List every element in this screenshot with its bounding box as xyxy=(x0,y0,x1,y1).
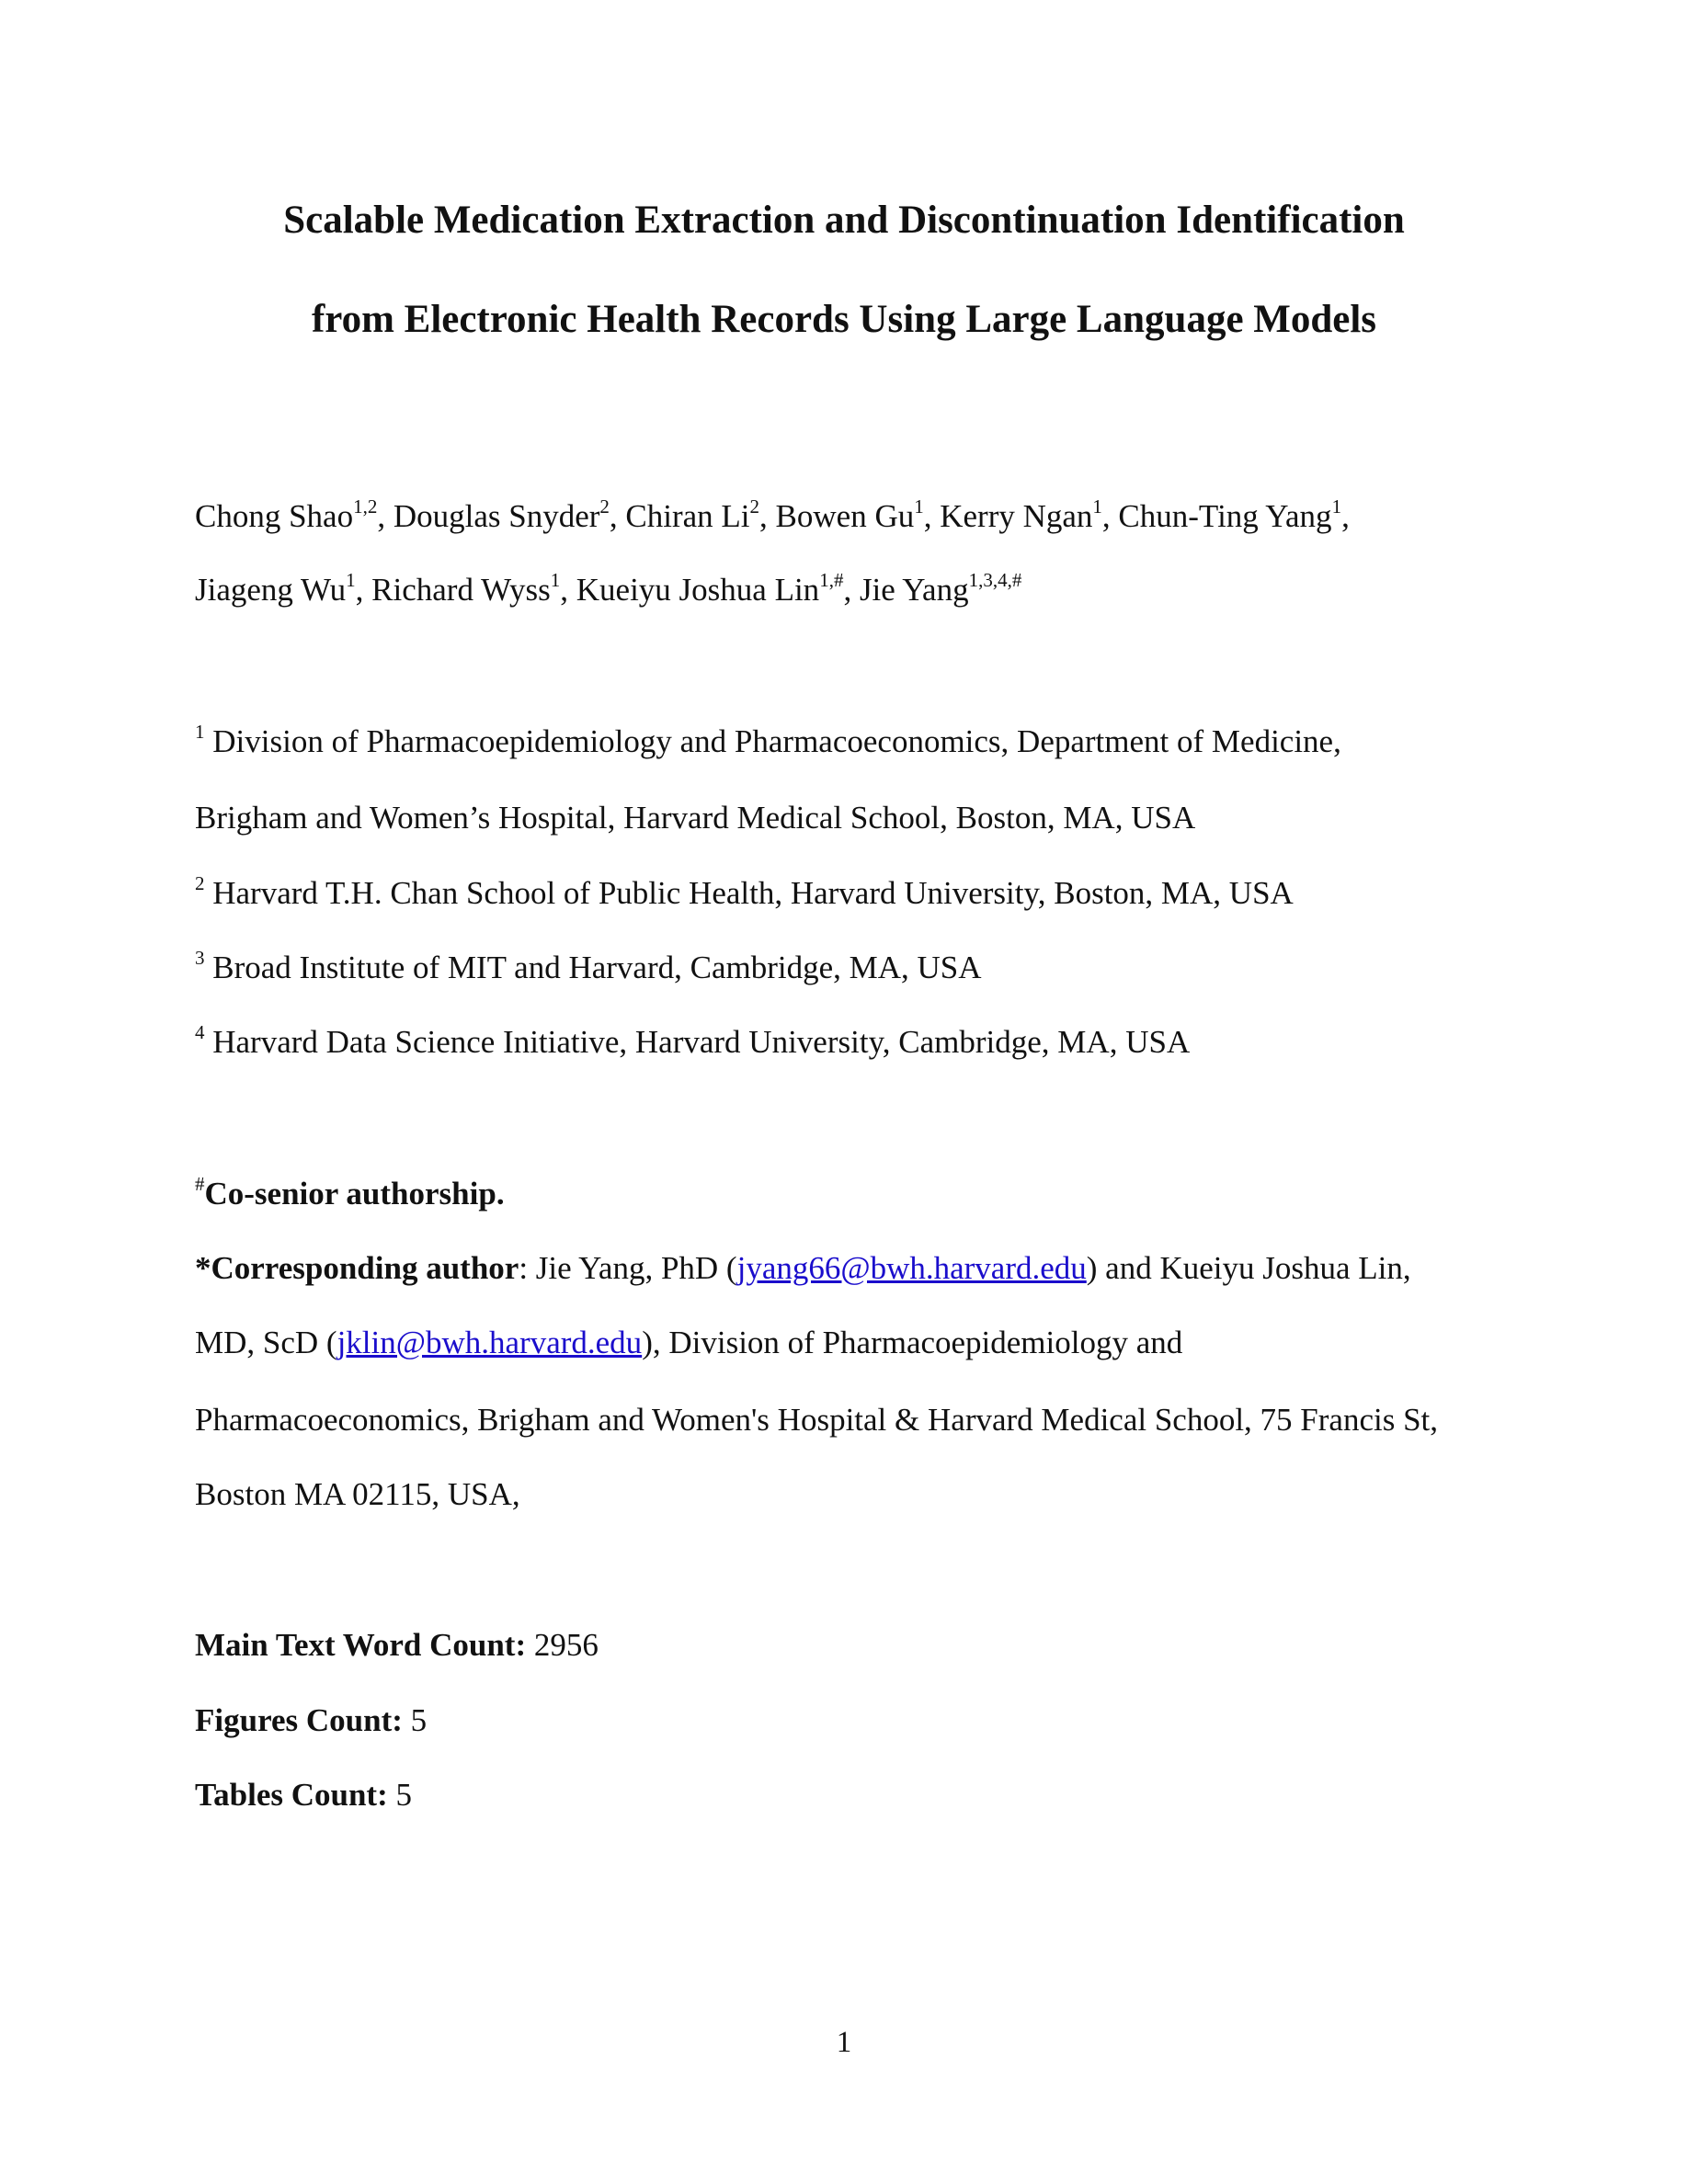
author-affiliation-mark: 1,3,4,# xyxy=(968,569,1022,592)
affiliation-number: 4 xyxy=(195,1021,205,1044)
word-count xyxy=(195,1625,599,1666)
count-label: Tables Count: xyxy=(195,1777,388,1813)
author-name: Richard Wyss xyxy=(371,572,551,608)
count-value: 5 xyxy=(410,1702,428,1738)
corresponding-line-3: Pharmacoeconomics, Brigham and Women's Hospital & Harvard Medical School, 75 Francis St, xyxy=(195,1402,1439,1438)
affiliation-number: 2 xyxy=(195,872,205,895)
figures-count xyxy=(195,1701,427,1741)
author-name: Douglas Snyder xyxy=(393,498,600,534)
co-senior-text: Co-senior authorship. xyxy=(204,1176,505,1211)
co-senior-mark: # xyxy=(195,1173,205,1196)
author-affiliation-mark: 1 xyxy=(1092,495,1102,518)
author-affiliation-mark: 2 xyxy=(749,495,760,518)
author-affiliation-mark: 1,2 xyxy=(353,495,378,518)
affiliation-text: Broad Institute of MIT and Harvard, Cambridge, MA, USA xyxy=(212,950,982,985)
email-link-jyang[interactable]: jyang66@bwh.harvard.edu xyxy=(736,1250,1087,1286)
page-number: 1 xyxy=(836,2026,852,2059)
paper-title-line-1: Scalable Medication Extraction and Discontinuation Identification xyxy=(283,199,1405,242)
affiliation-text: Harvard Data Science Initiative, Harvard University, Cambridge, MA, USA xyxy=(212,1024,1191,1060)
corresponding-line-1 xyxy=(195,1248,1411,1289)
author-affiliation-mark: 1 xyxy=(346,569,356,592)
author-name: Kueiyu Joshua Lin xyxy=(576,572,820,608)
tables-count xyxy=(195,1775,412,1815)
count-label: Figures Count: xyxy=(195,1702,403,1738)
affiliation-number: 1 xyxy=(195,721,205,744)
count-value: 5 xyxy=(395,1777,412,1813)
affiliation-1-continued: Brigham and Women’s Hospital, Harvard Medical School, Boston, MA, USA xyxy=(195,800,1196,836)
author-affiliation-mark: 1 xyxy=(550,569,561,592)
author-list-line-1: Chong Shao$^{1,2}$, Douglas Snyder$^2$, Chiran Li$^2$, Bowen Gu$^1$, Kerry Ngan$^1$, Chun-Ting Yang$^1$, xyxy=(195,495,1350,534)
corresponding-label: *Corresponding author xyxy=(195,1250,519,1286)
author-name: Chiran Li xyxy=(625,498,750,534)
affiliation-number: 3 xyxy=(195,947,205,970)
author-affiliation-mark: 1 xyxy=(1331,495,1342,518)
author-affiliation-mark: 2 xyxy=(599,495,610,518)
affiliation-text: Division of Pharmacoepidemiology and Pharmacoeconomics, Department of Medicine, xyxy=(212,723,1341,759)
author-list-line-2: Jiageng Wu$^1$, Richard Wyss$^1$, Kueiyu Joshua Lin$^{1,\#}$, Jie Yang$^{1,3,4,\#}$ xyxy=(195,569,1022,608)
affiliation-1 xyxy=(195,722,1341,762)
count-label: Main Text Word Count: xyxy=(195,1627,527,1663)
author-name: Jie Yang xyxy=(859,572,969,608)
affiliation-2 xyxy=(195,873,1294,914)
author-name: Jiageng Wu xyxy=(195,572,347,608)
affiliation-4 xyxy=(195,1022,1190,1063)
corresponding-text: MD, ScD ( xyxy=(195,1325,337,1360)
corresponding-text: ) and Kueiyu Joshua Lin, xyxy=(1086,1250,1411,1286)
email-link-jklin[interactable]: jklin@bwh.harvard.edu xyxy=(336,1325,643,1360)
affiliation-text: Harvard T.H. Chan School of Public Health, Harvard University, Boston, MA, USA xyxy=(212,875,1294,911)
author-affiliation-mark: 1 xyxy=(914,495,924,518)
affiliation-3 xyxy=(195,948,982,988)
corresponding-line-2 xyxy=(195,1323,1182,1363)
author-name: Bowen Gu xyxy=(775,498,915,534)
author-affiliation-mark: 1,# xyxy=(819,569,844,592)
paper-title-line-2: from Electronic Health Records Using Large Language Models xyxy=(311,298,1377,341)
corresponding-line-4: Boston MA 02115, USA, xyxy=(195,1476,520,1512)
count-value: 2956 xyxy=(533,1627,599,1663)
co-senior-note xyxy=(195,1174,505,1214)
author-name: Kerry Ngan xyxy=(940,498,1093,534)
author-name: Chun-Ting Yang xyxy=(1118,498,1332,534)
corresponding-text: ), Division of Pharmacoepidemiology and xyxy=(642,1325,1183,1360)
author-name: Chong Shao xyxy=(195,498,354,534)
corresponding-text: : Jie Yang, PhD ( xyxy=(519,1250,737,1286)
